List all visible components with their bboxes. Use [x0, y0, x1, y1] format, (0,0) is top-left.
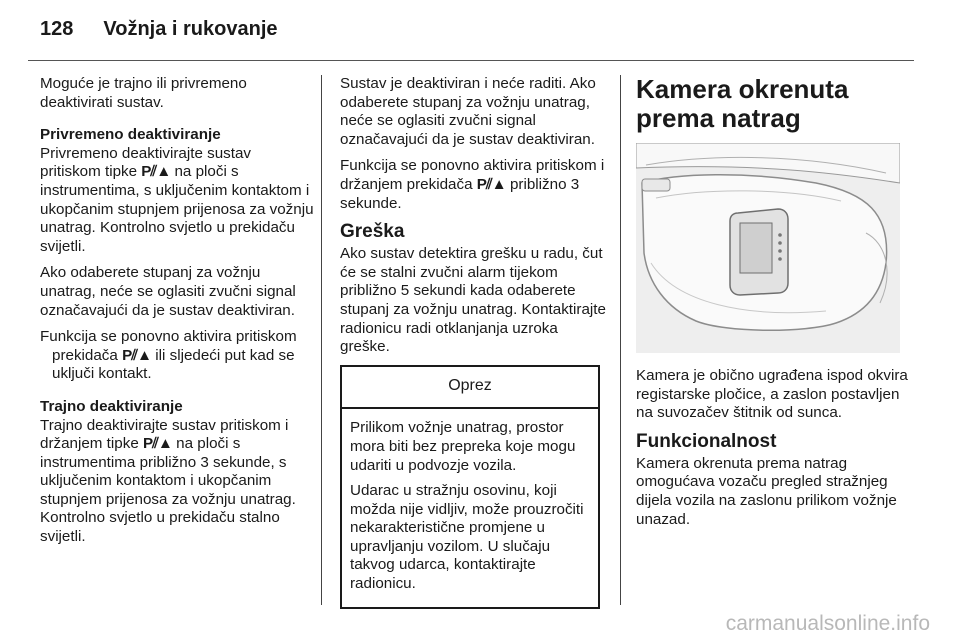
page-header	[40, 18, 278, 41]
temporary-deactivation-text	[40, 145, 315, 257]
column-2	[340, 75, 610, 609]
paragraph: Sustav je deaktiviran i neće raditi. Ako odaberete stupanj za vožnju unatrag, neće se oglasiti zvučni signal označavajući da je sustav deaktiviran.	[340, 75, 596, 148]
functionality-text: Kamera okrenuta prema natrag omogućava vozaču pregled stražnjeg dijela vozila na zaslonu prilikom vožnje unazad.	[636, 454, 897, 528]
caution-title: Oprez	[342, 367, 598, 410]
header-divider	[28, 60, 914, 61]
text-segment: Privremeno deaktivirajte sustav pritiskom tipke	[40, 144, 252, 181]
parking-assist-button-icon: P⫽▲	[141, 163, 171, 181]
page-number: 128	[40, 18, 74, 40]
text-segment: na ploči s instrumentima približno 3 sekunde, s uključenim kontaktom i ukopčanim stupnjem prijenosa za vožnju unatrag. Kontrolno svjetlo u prekidaču stalno svijetli.	[40, 435, 296, 546]
text-segment: Funkcija se ponovno aktivira pritiskom i držanjem prekidača	[340, 157, 605, 193]
paragraph	[340, 157, 610, 213]
column-divider	[321, 75, 322, 605]
sun-visor-drawing	[636, 143, 900, 353]
column-1	[40, 75, 315, 555]
text-segment: na ploči s instrumentima, s uključenim kontaktom i ukopčanim stupnjem prijenosa za vožnju unatrag. Kontrolno svjetlo u prekidaču svijetli.	[40, 163, 314, 255]
parking-assist-button-icon: P⫽▲	[143, 435, 172, 453]
caution-paragraph: Prilikom vožnje unatrag, prostor mora biti bez prepreka koje mogu udariti u podvozje vozila.	[350, 419, 576, 474]
watermark: carmanualsonline.info	[725, 612, 930, 635]
rear-camera-title: Kamera okrenuta prema natrag	[636, 74, 849, 133]
column-3	[636, 75, 916, 537]
caution-box	[340, 365, 600, 609]
parking-assist-button-icon: P⫽▲	[476, 175, 506, 193]
text-segment: Trajno deaktivirajte sustav pritiskom i držanjem tipke	[40, 416, 289, 453]
error-heading: Greška	[340, 221, 405, 243]
text-segment: približno 3 sekunde.	[340, 175, 580, 212]
permanent-deactivation-text	[40, 417, 315, 547]
sun-visor-display-illustration	[636, 143, 900, 353]
caution-paragraph: Udarac u stražnju osovinu, koji možda nije vidljiv, može prouzročiti nekarakteristične promjene u upravljanju vozilom. U slučaju takvog udarca, kontaktirajte radionicu.	[350, 482, 584, 593]
column-divider	[620, 75, 621, 605]
text-segment: Funkcija se ponovno aktivira pritiskom prekidača	[40, 328, 297, 364]
parking-assist-button-icon: P⫽▲	[122, 346, 152, 364]
text-segment: ili sljedeći put kad se uključi kontakt.	[52, 346, 295, 383]
caution-body	[342, 409, 598, 606]
temporary-deactivation-heading: Privremeno deaktiviranje	[40, 126, 221, 144]
functionality-heading: Funkcionalnost	[636, 430, 777, 452]
page-title: Vožnja i rukovanje	[103, 18, 278, 40]
error-text: Ako sustav detektira grešku u radu, čut će se stalni zvučni alarm tijekom približno 5 sekundi kada odaberete stupanj za vožnju unatrag. Kontaktirajte radionicu radi otklanjanja uzroka greške.	[340, 245, 606, 356]
camera-caption: Kamera je obično ugrađena ispod okvira registarske pločice, a zaslon postavljen na suvozačev štitnik od sunca.	[636, 367, 908, 422]
intro-paragraph: Moguće je trajno ili privremeno deaktivirati sustav.	[40, 75, 247, 111]
permanent-deactivation-heading: Trajno deaktiviranje	[40, 397, 183, 415]
paragraph	[40, 328, 315, 384]
paragraph: Ako odaberete stupanj za vožnju unatrag, neće se oglasiti zvučni signal označavajući da je sustav deaktiviran.	[40, 264, 296, 319]
